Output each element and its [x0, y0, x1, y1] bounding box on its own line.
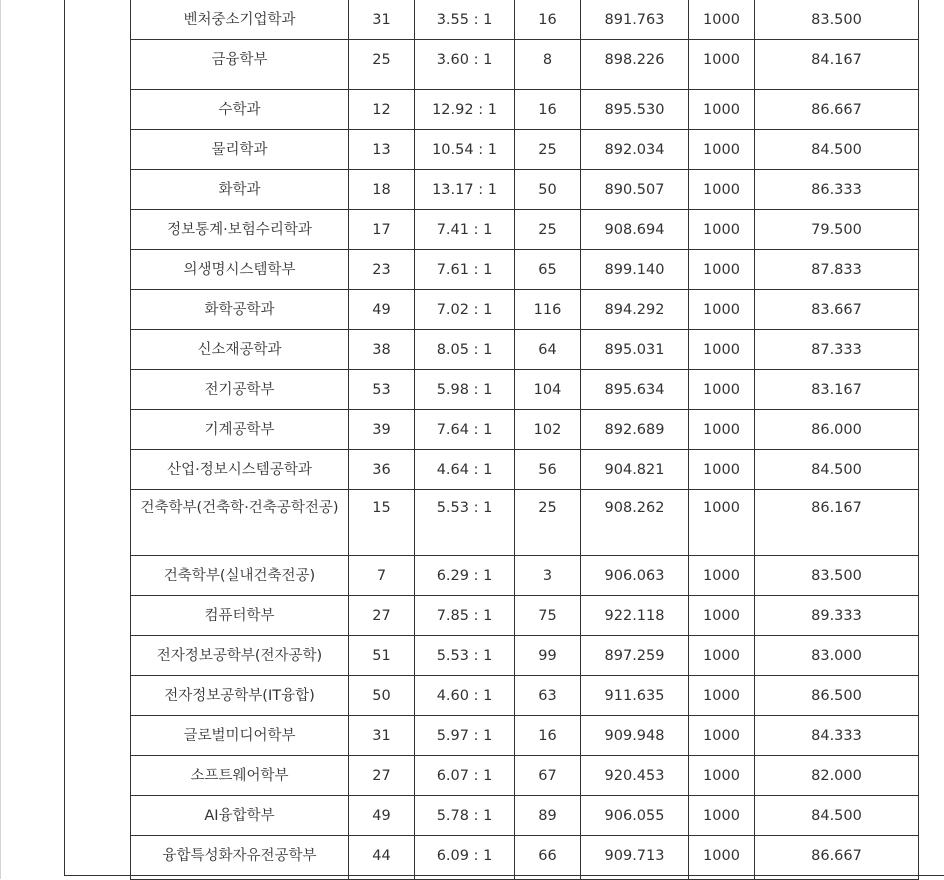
score-cell: 906.063: [581, 556, 689, 596]
quota-cell: 7: [349, 556, 415, 596]
max-score-cell: 1000: [689, 756, 755, 796]
department-cell: 전자정보공학부(전자공학): [131, 636, 349, 676]
score-cell: 909.948: [581, 716, 689, 756]
score-cell: 922.118: [581, 596, 689, 636]
table-row: [131, 90, 919, 130]
quota-cell: 17: [349, 210, 415, 250]
rank-cell: 67: [515, 756, 581, 796]
rank-cell: 8: [515, 40, 581, 90]
quota-cell: 50: [349, 676, 415, 716]
score-cell: 906.055: [581, 796, 689, 836]
quota-cell: 27: [349, 756, 415, 796]
cutoff-cell: 83.000: [755, 636, 919, 676]
department-cell: 전기공학부: [131, 370, 349, 410]
rank-cell: 16: [515, 0, 581, 40]
rank-cell: 56: [515, 450, 581, 490]
quota-cell: 12: [349, 90, 415, 130]
department-cell: AI융합학부: [131, 796, 349, 836]
rank-cell: 16: [515, 90, 581, 130]
score-cell: 892.034: [581, 130, 689, 170]
department-cell: 기계공학부: [131, 410, 349, 450]
competition-ratio-cell: 5.53 : 1: [415, 636, 515, 676]
competition-ratio-cell: 6.29 : 1: [415, 556, 515, 596]
quota-cell: 31: [349, 716, 415, 756]
rank-cell: 89: [515, 796, 581, 836]
competition-ratio-cell: 7.02 : 1: [415, 290, 515, 330]
max-score-cell: 1000: [689, 250, 755, 290]
competition-ratio-cell: 7.85 : 1: [415, 596, 515, 636]
rank-cell: 25: [515, 130, 581, 170]
table-row: [131, 490, 919, 556]
rank-cell: 116: [515, 290, 581, 330]
table-row: [131, 40, 919, 90]
max-score-cell: 1000: [689, 716, 755, 756]
table-row: [131, 370, 919, 410]
table-row: [131, 170, 919, 210]
cutoff-cell: 84.333: [755, 716, 919, 756]
quota-cell: 25: [349, 40, 415, 90]
rank-cell: 63: [515, 676, 581, 716]
score-cell: 895.634: [581, 370, 689, 410]
quota-cell: 53: [349, 370, 415, 410]
quota-cell: 23: [349, 250, 415, 290]
rank-cell: 66: [515, 836, 581, 880]
cutoff-cell: 83.500: [755, 556, 919, 596]
competition-ratio-cell: 6.07 : 1: [415, 756, 515, 796]
cutoff-cell: 83.167: [755, 370, 919, 410]
table-row: [131, 596, 919, 636]
quota-cell: 39: [349, 410, 415, 450]
max-score-cell: 1000: [689, 676, 755, 716]
cutoff-cell: 87.333: [755, 330, 919, 370]
competition-ratio-cell: 13.17 : 1: [415, 170, 515, 210]
score-cell: 895.031: [581, 330, 689, 370]
table-row: [131, 410, 919, 450]
table-row: [131, 756, 919, 796]
department-cell: 전자정보공학부(IT융합): [131, 676, 349, 716]
table-row: [131, 636, 919, 676]
department-cell: 글로벌미디어학부: [131, 716, 349, 756]
department-cell: 건축학부(실내건축전공): [131, 556, 349, 596]
quota-cell: 49: [349, 290, 415, 330]
quota-cell: 49: [349, 796, 415, 836]
max-score-cell: 1000: [689, 330, 755, 370]
cutoff-cell: 87.833: [755, 250, 919, 290]
score-cell: 908.694: [581, 210, 689, 250]
cutoff-cell: 84.167: [755, 40, 919, 90]
competition-ratio-cell: 12.92 : 1: [415, 90, 515, 130]
department-cell: 금융학부: [131, 40, 349, 90]
cutoff-cell: 86.667: [755, 836, 919, 880]
table-row: [131, 290, 919, 330]
table-row: [131, 450, 919, 490]
cutoff-cell: 83.500: [755, 0, 919, 40]
department-cell: 융합특성화자유전공학부: [131, 836, 349, 880]
rank-cell: 99: [515, 636, 581, 676]
score-cell: 890.507: [581, 170, 689, 210]
left-edge-line: [0, 0, 1, 879]
rank-cell: 25: [515, 210, 581, 250]
quota-cell: 31: [349, 0, 415, 40]
department-cell: 컴퓨터학부: [131, 596, 349, 636]
competition-ratio-cell: 7.41 : 1: [415, 210, 515, 250]
rank-cell: 75: [515, 596, 581, 636]
max-score-cell: 1000: [689, 596, 755, 636]
department-cell: 정보통계·보험수리학과: [131, 210, 349, 250]
cutoff-cell: 82.000: [755, 756, 919, 796]
max-score-cell: 1000: [689, 490, 755, 556]
table-row: [131, 210, 919, 250]
table-row: [131, 556, 919, 596]
cutoff-cell: 86.000: [755, 410, 919, 450]
score-cell: 904.821: [581, 450, 689, 490]
department-cell: 신소재공학과: [131, 330, 349, 370]
competition-ratio-cell: 8.05 : 1: [415, 330, 515, 370]
max-score-cell: 1000: [689, 210, 755, 250]
department-cell: 벤처중소기업학과: [131, 0, 349, 40]
table-row: [131, 330, 919, 370]
quota-cell: 27: [349, 596, 415, 636]
competition-ratio-cell: 5.98 : 1: [415, 370, 515, 410]
quota-cell: 51: [349, 636, 415, 676]
competition-ratio-cell: 6.09 : 1: [415, 836, 515, 880]
max-score-cell: 1000: [689, 130, 755, 170]
admission-results-table: [130, 0, 919, 880]
department-cell: 의생명시스템학부: [131, 250, 349, 290]
competition-ratio-cell: 3.55 : 1: [415, 0, 515, 40]
score-cell: 895.530: [581, 90, 689, 130]
max-score-cell: 1000: [689, 0, 755, 40]
table-row: [131, 716, 919, 756]
table-row: [131, 676, 919, 716]
department-cell: 화학과: [131, 170, 349, 210]
quota-cell: 38: [349, 330, 415, 370]
cutoff-cell: 83.667: [755, 290, 919, 330]
rank-cell: 65: [515, 250, 581, 290]
competition-ratio-cell: 4.60 : 1: [415, 676, 515, 716]
cutoff-cell: 84.500: [755, 450, 919, 490]
rank-cell: 64: [515, 330, 581, 370]
max-score-cell: 1000: [689, 90, 755, 130]
competition-ratio-cell: 7.61 : 1: [415, 250, 515, 290]
competition-ratio-cell: 5.53 : 1: [415, 490, 515, 556]
score-cell: 898.226: [581, 40, 689, 90]
score-cell: 909.713: [581, 836, 689, 880]
table-row: [131, 796, 919, 836]
score-cell: 899.140: [581, 250, 689, 290]
quota-cell: 15: [349, 490, 415, 556]
rank-cell: 102: [515, 410, 581, 450]
competition-ratio-cell: 5.97 : 1: [415, 716, 515, 756]
score-cell: 920.453: [581, 756, 689, 796]
max-score-cell: 1000: [689, 170, 755, 210]
table-row: [131, 836, 919, 880]
score-cell: 897.259: [581, 636, 689, 676]
rank-cell: 3: [515, 556, 581, 596]
competition-ratio-cell: 3.60 : 1: [415, 40, 515, 90]
max-score-cell: 1000: [689, 796, 755, 836]
quota-cell: 18: [349, 170, 415, 210]
department-cell: 화학공학과: [131, 290, 349, 330]
competition-ratio-cell: 5.78 : 1: [415, 796, 515, 836]
department-cell: 수학과: [131, 90, 349, 130]
cutoff-cell: 86.667: [755, 90, 919, 130]
score-cell: 892.689: [581, 410, 689, 450]
cutoff-cell: 84.500: [755, 796, 919, 836]
competition-ratio-cell: 4.64 : 1: [415, 450, 515, 490]
cutoff-cell: 86.333: [755, 170, 919, 210]
max-score-cell: 1000: [689, 836, 755, 880]
rank-cell: 16: [515, 716, 581, 756]
score-cell: 894.292: [581, 290, 689, 330]
score-cell: 911.635: [581, 676, 689, 716]
max-score-cell: 1000: [689, 410, 755, 450]
score-cell: 908.262: [581, 490, 689, 556]
table-row: [131, 0, 919, 40]
cutoff-cell: 84.500: [755, 130, 919, 170]
max-score-cell: 1000: [689, 290, 755, 330]
table-row: [131, 250, 919, 290]
rank-cell: 50: [515, 170, 581, 210]
cutoff-cell: 79.500: [755, 210, 919, 250]
max-score-cell: 1000: [689, 636, 755, 676]
cutoff-cell: 86.500: [755, 676, 919, 716]
quota-cell: 36: [349, 450, 415, 490]
cutoff-cell: 86.167: [755, 490, 919, 556]
quota-cell: 13: [349, 130, 415, 170]
table-row: [131, 130, 919, 170]
department-cell: 건축학부(건축학·건축공학전공): [131, 490, 349, 556]
rank-cell: 104: [515, 370, 581, 410]
department-cell: 소프트웨어학부: [131, 756, 349, 796]
quota-cell: 44: [349, 836, 415, 880]
competition-ratio-cell: 7.64 : 1: [415, 410, 515, 450]
max-score-cell: 1000: [689, 370, 755, 410]
max-score-cell: 1000: [689, 450, 755, 490]
department-cell: 산업·정보시스템공학과: [131, 450, 349, 490]
cutoff-cell: 89.333: [755, 596, 919, 636]
max-score-cell: 1000: [689, 556, 755, 596]
department-cell: 물리학과: [131, 130, 349, 170]
left-table-border: [64, 0, 65, 876]
max-score-cell: 1000: [689, 40, 755, 90]
score-cell: 891.763: [581, 0, 689, 40]
competition-ratio-cell: 10.54 : 1: [415, 130, 515, 170]
rank-cell: 25: [515, 490, 581, 556]
